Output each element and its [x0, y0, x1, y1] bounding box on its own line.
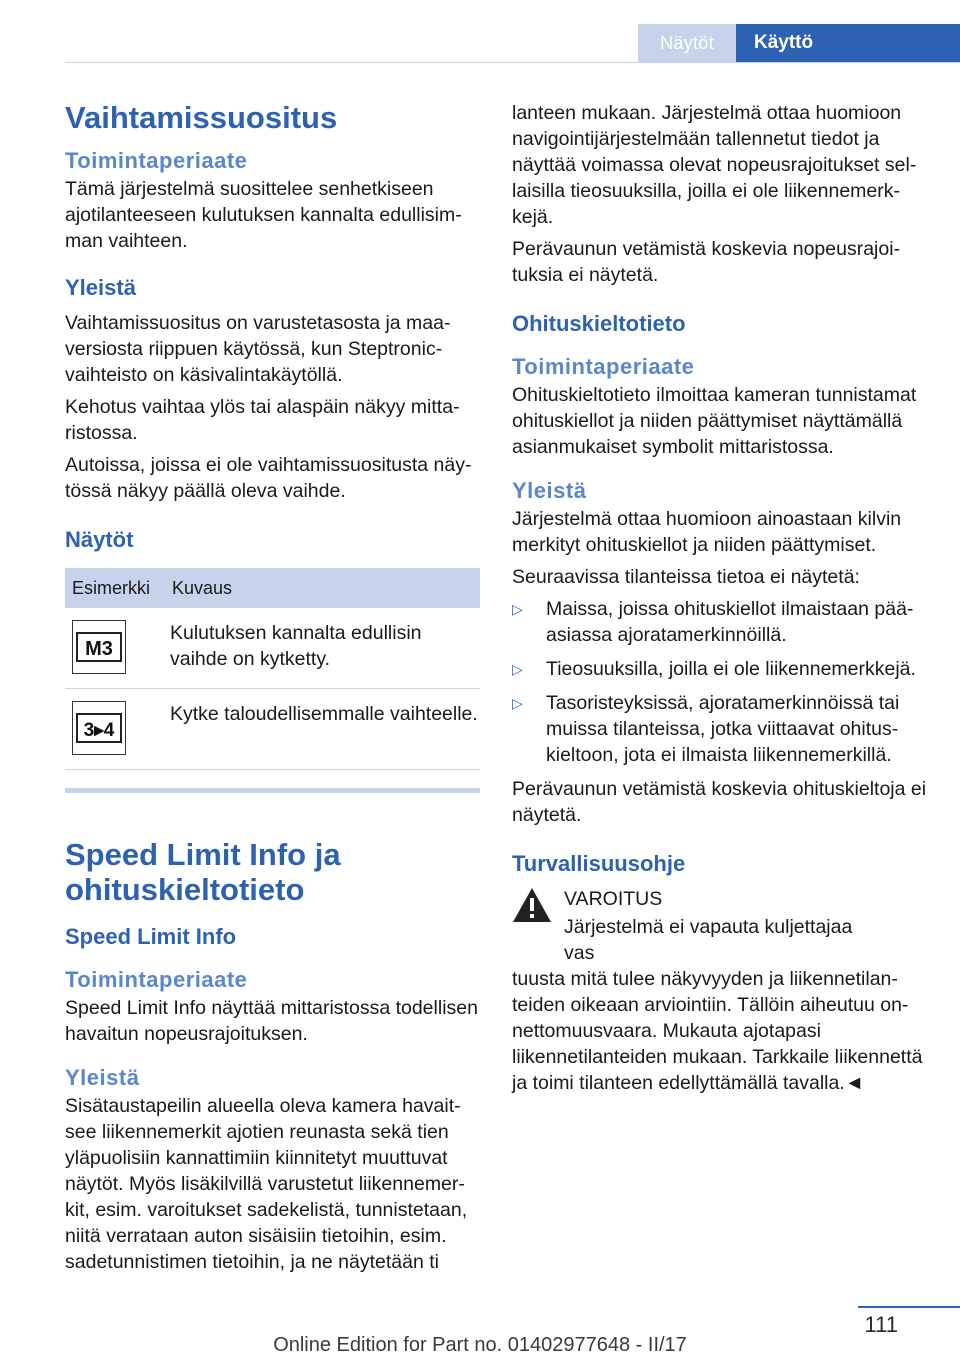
table-header-example: Esimerkki [72, 577, 151, 598]
displays-table [65, 568, 480, 793]
table-bottom-rule [65, 788, 480, 793]
section-title-speed-limit-info: Speed Limit Info ja ohituskieltotieto [65, 837, 341, 907]
tab-kaytto[interactable]: Käyttö [736, 24, 960, 62]
warning-first-line: Järjestelmä ei vapauta kuljettajaa vas [564, 916, 853, 964]
left-column [65, 100, 480, 1281]
table-cell-text: Kytke taloudellisemmalle vaihteelle. [170, 703, 478, 725]
bullet-triangle-icon: ▷ [512, 695, 523, 711]
continued-paragraph-1: lanteen mukaan. Järjestelmä ottaa huomioon navigointijärjestelmään tallennetut tiedot ja näyttää voimassa olevat nopeusrajoitukset sellaisilla tieosuuksilla, joilla ei ole liikennemerkkejä. [512, 102, 917, 228]
gear-m3-icon [72, 620, 126, 674]
shift-up-label: 3▸4 [83, 720, 115, 741]
subheading-safety: Turvallisuusohje [512, 851, 686, 876]
warning-text: tuusta mitä tulee näkyvyyden ja liikennetilanteiden oikeaan arviointiin. Tällöin aiheutuu onnettomuusvaara. Mukauta ajotapasi liikennetilanteiden mukaan. Tarkkaile liikennettä ja toimi tilanteen edellyttämällä tavalla.◄ [512, 968, 923, 1094]
ohitus-general-paragraph-1: Järjestelmä ottaa huomioon ainoastaan kilvin merkityt ohituskiellot ja niiden päättymiset. [512, 508, 902, 556]
list-item-text: Tieosuuksilla, joilla ei ole liikennemerkkejä. [546, 658, 916, 680]
subheading-sli-principle: Toimintaperiaate [65, 967, 248, 992]
shift-up-icon [72, 701, 126, 755]
subheading-principle: Toimintaperiaate [65, 148, 248, 173]
bullet-triangle-icon: ▷ [512, 661, 523, 677]
warning-block [512, 886, 927, 966]
table-cell-text: Kulutuksen kannalta edullisin vaihde on kytketty. [170, 622, 422, 670]
table-cell-icon [65, 618, 170, 674]
list-item [512, 596, 927, 648]
list-item-text: Maissa, joissa ohituskiellot ilmaistaan pääasiassa ajoratamerkinnöillä. [546, 598, 914, 646]
edition-footer: Online Edition for Part no. 01402977648 - II/17 [273, 1334, 687, 1356]
warning-title: VAROITUS [564, 888, 663, 910]
subheading-displays: Näytöt [65, 527, 134, 552]
list-item-text: Tasoristeyksissä, ajoratamerkinnöissä tai muissa tilanteissa, jotka viittaavat ohituskieltoon, jota ei ilmaista liikennemerkillä. [546, 692, 900, 766]
list-item [512, 690, 927, 768]
table-header-description: Kuvaus [172, 577, 233, 598]
gear-m3-label: M3 [85, 638, 113, 660]
bullet-triangle-icon: ▷ [512, 601, 523, 617]
footer-rule [858, 1306, 960, 1308]
table-row [65, 689, 480, 770]
list-item [512, 656, 927, 682]
sli-principle-text: Speed Limit Info näyttää mittaristossa todellisen havaitun nopeusrajoituksen. [65, 997, 478, 1045]
warning-triangle-icon [512, 886, 564, 938]
principle-text: Tämä järjestelmä suosittelee senhetkiseen ajotilanteeseen kulutuksen kannalta edullisimman vaihteen. [65, 178, 462, 252]
ohitus-general-paragraph-3: Perävaunun vetämistä koskevia ohituskieltoja ei näytetä. [512, 778, 927, 826]
ohitus-general-paragraph-2: Seuraavissa tilanteissa tietoa ei näytetä: [512, 566, 860, 588]
tab-naytot[interactable]: Näytöt [638, 24, 736, 62]
page-number: 111 [864, 1312, 898, 1337]
sli-general-text: Sisätaustapeilin alueella oleva kamera havaitsee liikennemerkit ajotien reunasta sekä tien yläpuolisiin kannattimiin kiinnitetyt muuttuvat näytöt. Myös lisäkilvillä varustetut liikennemerkit, esim. varoitukset sadekelistä, tunnistetaan, niitä verrataan auton sisäisiin tietoihin, esim. sadetunnistimen tietoihin, ja ne näytetään ti [65, 1095, 468, 1273]
general-paragraph-3: Autoissa, joissa ei ole vaihtamissuositusta näytössä näkyy päällä oleva vaihde. [65, 454, 472, 502]
ohitus-principle-text: Ohituskieltotieto ilmoittaa kameran tunnistamat ohituskiellot ja niiden päättymiset näyttämällä asianmukaiset symbolit mittaristossa. [512, 384, 917, 458]
subheading-ohituskieltotieto: Ohituskieltotieto [512, 311, 686, 336]
subheading-ohitus-principle: Toimintaperiaate [512, 354, 695, 379]
subheading-general: Yleistä [65, 275, 136, 300]
right-column [512, 100, 927, 1102]
subheading-ohitus-general: Yleistä [512, 478, 587, 503]
general-paragraph-1: Vaihtamissuositus on varustetasosta ja maaversiosta riippuen käytössä, kun Steptronic-vaihteisto on käsivalintakäytöllä. [65, 312, 451, 386]
section-title-vaihtamissuositus: Vaihtamissuositus [65, 100, 338, 135]
table-cell-icon [65, 699, 170, 755]
general-paragraph-2: Kehotus vaihtaa ylös tai alaspäin näkyy mittaristossa. [65, 396, 460, 444]
table-header [65, 568, 480, 608]
continued-paragraph-2: Perävaunun vetämistä koskevia nopeusrajoituksia ei näytetä. [512, 238, 901, 286]
table-row [65, 608, 480, 689]
subheading-speed-limit-info: Speed Limit Info [65, 924, 237, 949]
header-rule [65, 62, 960, 63]
subheading-sli-general: Yleistä [65, 1065, 140, 1090]
warning-head [564, 886, 888, 966]
